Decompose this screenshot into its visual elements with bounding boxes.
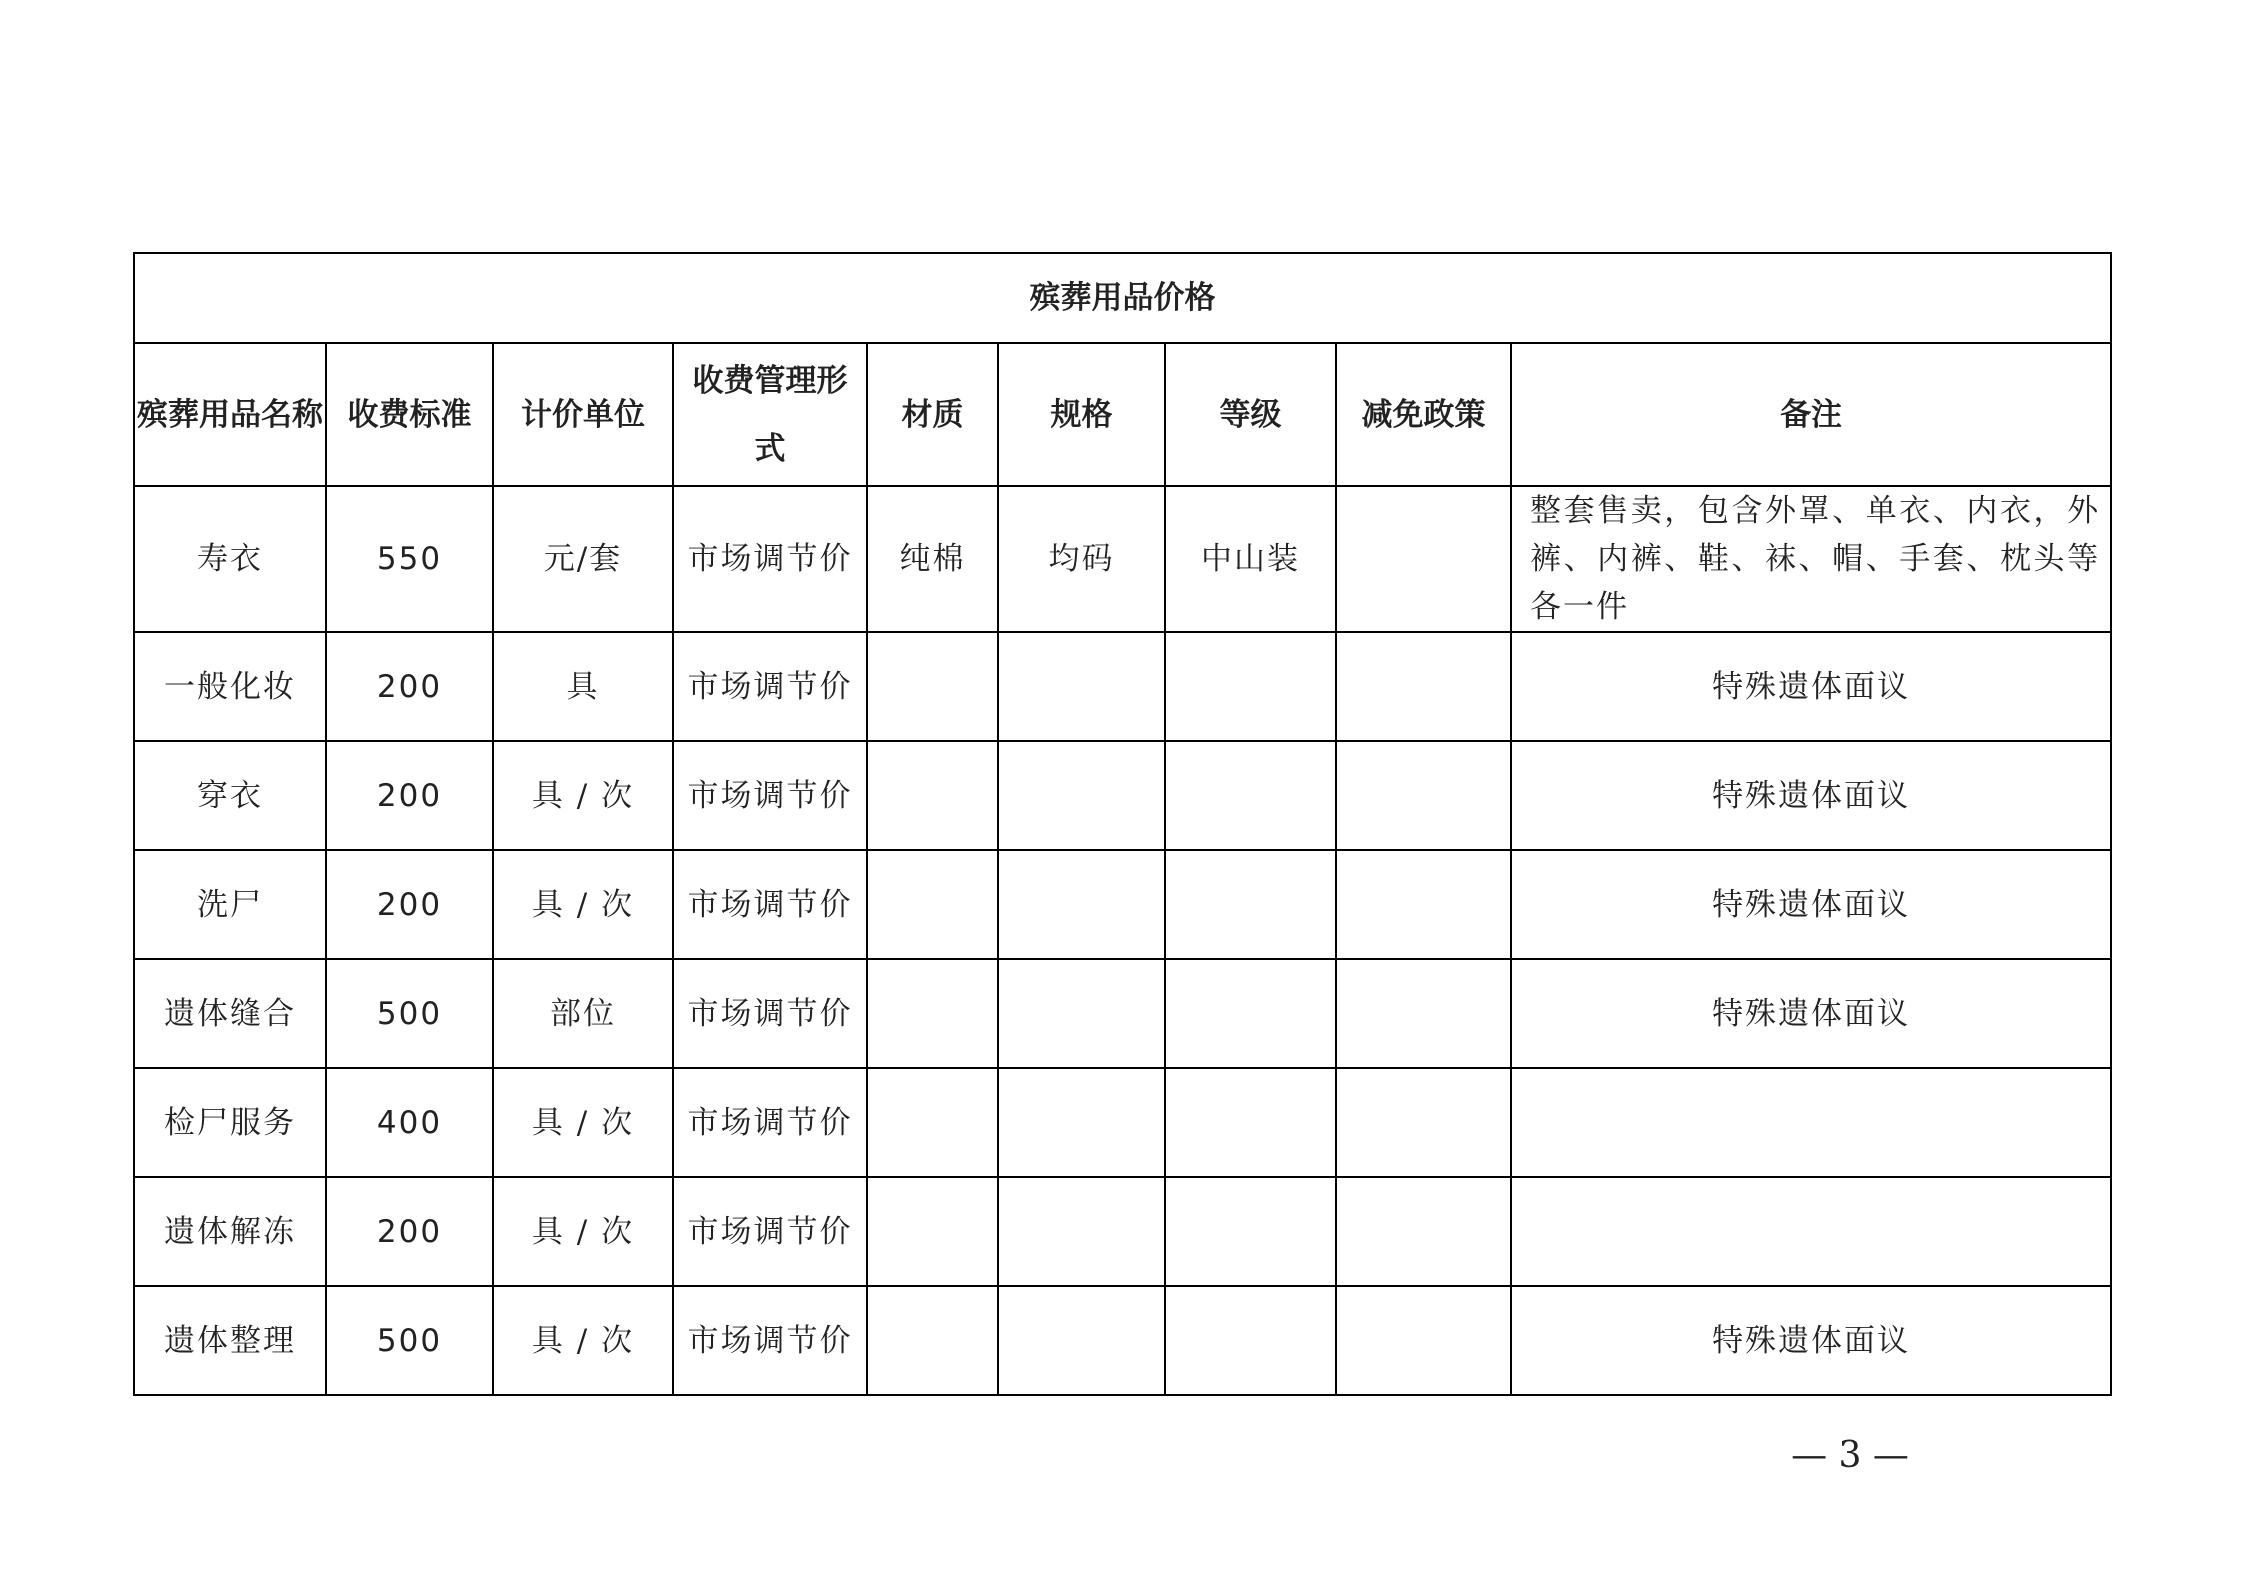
cell-grade [1165,1177,1336,1286]
cell-management: 市场调节价 [673,850,867,959]
cell-fee: 200 [326,850,493,959]
cell-grade [1165,850,1336,959]
cell-remark: 特殊遗体面议 [1511,850,2111,959]
cell-fee: 200 [326,741,493,850]
cell-remark: 特殊遗体面议 [1511,1286,2111,1395]
cell-unit: 部位 [493,959,673,1068]
table-row [134,741,2111,850]
cell-material [867,1177,998,1286]
cell-name: 寿衣 [134,486,326,632]
cell-remark [1511,1068,2111,1177]
cell-fee: 500 [326,1286,493,1395]
cell-unit: 具 / 次 [493,1177,673,1286]
cell-reduction [1336,850,1511,959]
cell-unit: 具 [493,632,673,741]
header-reduction: 减免政策 [1336,343,1511,486]
cell-name: 遗体整理 [134,1286,326,1395]
table-title: 殡葬用品价格 [134,253,2111,343]
table-title-row [134,253,2111,343]
cell-reduction [1336,959,1511,1068]
cell-unit: 具 / 次 [493,741,673,850]
cell-management: 市场调节价 [673,959,867,1068]
table-row [134,1286,2111,1395]
cell-fee: 200 [326,632,493,741]
cell-grade [1165,632,1336,741]
table-row [134,632,2111,741]
cell-reduction [1336,1177,1511,1286]
cell-material [867,959,998,1068]
cell-reduction [1336,1286,1511,1395]
table-row [134,486,2111,632]
table-row [134,1068,2111,1177]
cell-material [867,632,998,741]
funeral-supplies-price-table [133,252,2112,1396]
cell-remark: 特殊遗体面议 [1511,741,2111,850]
cell-material [867,850,998,959]
cell-reduction [1336,632,1511,741]
cell-fee: 550 [326,486,493,632]
cell-reduction [1336,486,1511,632]
cell-management: 市场调节价 [673,1177,867,1286]
table-row [134,959,2111,1068]
table-header-row [134,343,2111,486]
table-row [134,850,2111,959]
cell-name: 遗体缝合 [134,959,326,1068]
cell-name: 穿衣 [134,741,326,850]
header-material: 材质 [867,343,998,486]
cell-spec [998,741,1165,850]
cell-grade [1165,741,1336,850]
cell-unit: 具 / 次 [493,1068,673,1177]
cell-grade [1165,959,1336,1068]
cell-spec [998,959,1165,1068]
cell-unit: 元/套 [493,486,673,632]
cell-management: 市场调节价 [673,1068,867,1177]
cell-spec [998,1177,1165,1286]
cell-name: 洗尸 [134,850,326,959]
cell-material [867,741,998,850]
cell-name: 遗体解冻 [134,1177,326,1286]
header-spec: 规格 [998,343,1165,486]
cell-fee: 400 [326,1068,493,1177]
cell-management: 市场调节价 [673,486,867,632]
cell-grade: 中山装 [1165,486,1336,632]
cell-reduction [1336,1068,1511,1177]
cell-name: 检尸服务 [134,1068,326,1177]
page-number: — 3 — [1791,1435,1909,1476]
cell-remark [1511,1177,2111,1286]
cell-spec: 均码 [998,486,1165,632]
cell-management: 市场调节价 [673,632,867,741]
cell-management: 市场调节价 [673,741,867,850]
cell-grade [1165,1068,1336,1177]
cell-spec [998,632,1165,741]
cell-material: 纯棉 [867,486,998,632]
cell-spec [998,1286,1165,1395]
cell-unit: 具 / 次 [493,850,673,959]
header-name: 殡葬用品名称 [134,343,326,486]
cell-remark: 特殊遗体面议 [1511,959,2111,1068]
header-grade: 等级 [1165,343,1336,486]
header-unit: 计价单位 [493,343,673,486]
cell-management: 市场调节价 [673,1286,867,1395]
cell-material [867,1068,998,1177]
cell-fee: 500 [326,959,493,1068]
cell-remark: 整套售卖，包含外罩、单衣、内衣，外裤、内裤、鞋、袜、帽、手套、枕头等各一件 [1511,486,2111,632]
header-management: 收费管理形式 [673,343,867,486]
cell-material [867,1286,998,1395]
cell-remark: 特殊遗体面议 [1511,632,2111,741]
cell-name: 一般化妆 [134,632,326,741]
cell-grade [1165,1286,1336,1395]
cell-spec [998,850,1165,959]
header-remark: 备注 [1511,343,2111,486]
cell-fee: 200 [326,1177,493,1286]
header-fee: 收费标准 [326,343,493,486]
table-row [134,1177,2111,1286]
cell-unit: 具 / 次 [493,1286,673,1395]
cell-spec [998,1068,1165,1177]
cell-reduction [1336,741,1511,850]
